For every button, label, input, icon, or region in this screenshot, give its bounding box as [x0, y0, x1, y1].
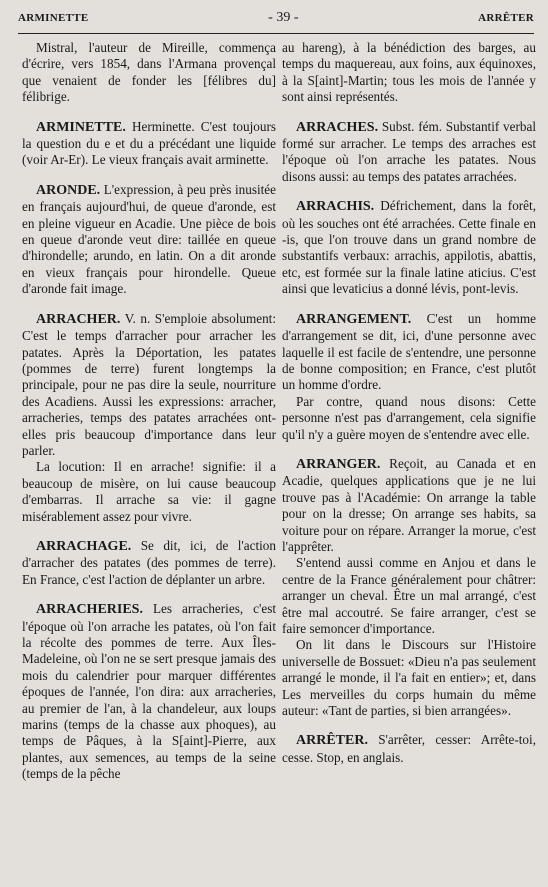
headword: ARONDE. — [36, 182, 101, 198]
page-header — [18, 10, 534, 32]
entry-arrangement: ARRANGEMENT. C'est un homme d'arrangement se dit, ici, d'une personne avec laquelle il est facile de s'entendre, une personne de bonne composition; en France, c'est plutôt un homme d'ordre. — [282, 310, 536, 393]
continuation-paragraph: au hareng), à la bénédiction des barges, au temps du maquereau, aux foins, aux équinoxes, à la S[aint]-Martin; tous les mois de l'année y sont ainsi représentés. — [282, 40, 536, 105]
headword: ARRACHER. — [36, 311, 121, 327]
headword: ARRANGER. — [296, 456, 381, 472]
headword: ARRACHES. — [296, 119, 379, 135]
header-rule — [18, 33, 534, 34]
entry-arminette: ARMINETTE. Herminette. C'est toujours la question du e et du a précédant une liquide (voir Ar-Er). Le vieux français avait arminette. — [22, 118, 276, 168]
entry-aronde: ARONDE. L'expression, à peu près inusitée en français aujourd'hui, de queue d'aronde, est en pleine vigueur en Acadie. Une pièce de bois en queue d'aronde veut dire: taillée en queue d'hirondelle; arundo, en latin. On a dit aronde en vieux français pour hirondelle. Queue d'aronde fait image. — [22, 181, 276, 297]
continuation-paragraph: Mistral, l'auteur de Mireille, commença d'écrire, vers 1854, dans l'Armana provençal que venaient de fonder les [félibres du] félibrige. — [22, 40, 276, 105]
entry-arraches: ARRACHES. Subst. fém. Substantif verbal formé sur arracher. Le temps des arraches est l'époque où l'on arrache les patates. Nous disons aussi: au temps des patates arrachées. — [282, 118, 536, 184]
entry-paragraph: S'entend aussi comme en Anjou et dans le centre de la France généralement pour châtrer: arranger un cheval. Être un mal arrangé, c'est être mal accoutré. Se faire arranger, c'est se faire semoncer d'importance. — [282, 555, 536, 636]
headword: ARRACHERIES. — [36, 602, 143, 618]
headword: ARRACHIS. — [296, 199, 375, 215]
right-column — [282, 40, 536, 766]
entry-arrachis: ARRACHIS. Défrichement, dans la forêt, où les souches ont été arrachées. Cette finale en -is, que l'on trouve dans un grand nombre de substantifs verbaux: arrachis, appilotis, abattis, etc, est formée sur la finale latine aticius. C'est ainsi que levaticius a donné lévis, pont-levis. — [282, 198, 536, 297]
headword: ARMINETTE. — [36, 119, 126, 135]
entry-arracher: ARRACHER. V. n. S'emploie absolument: C'est le temps d'arracher pour arracher les patates. Après la Déportation, les patates (pommes de terre) furent longtemps la principale, pour ne pas dire la seule, nourriture des Acadiens. Aussi les expressions: arracher, arracheries, temps des patates arrachées ont-elles pris beaucoup d'importance dans leur parler. — [22, 310, 276, 458]
header-right-guideword: ARRÊTER — [478, 12, 534, 24]
headword: ARRANGEMENT. — [296, 311, 412, 327]
entry-arranger: ARRANGER. Reçoit, au Canada et en Acadie, quelques applications que je ne lui trouve pas à l'Académie: On arrange la table pour on la dresse; On arrange ses habits, sa voiture pour on répare. Arranger la morue, c'est l'apprêter. — [282, 455, 536, 554]
entry-arreter: ARRÊTER. S'arrêter, cesser: Arrête-toi, cesse. Stop, en anglais. — [282, 732, 536, 765]
entry-arracheries: ARRACHERIES. Les arracheries, c'est l'époque où l'on arrache les patates, où l'on fait la récolte des pommes de terre. Aux Îles-Madeleine, où l'on ne se sert presque jamais des mois du calendrier pour marquer différentes époques de l'année, l'on dira: aux arracheries, au premier de l'an, à la chandeleur, aux loups marins (temps de la chasse aux phoques), au temps de Pâques, à la S[aint]-Pierre, aux plantes, aux semences, au temps de la seine (temps de la pêche — [22, 601, 276, 782]
entry-paragraph: La locution: Il en arrache! signifie: il a beaucoup de misère, on lui cause beaucoup d'embarras. Il arrache sa vie: il gagne misérablement assez pour vivre. — [22, 459, 276, 524]
left-column — [22, 40, 276, 783]
headword: ARRÊTER. — [296, 733, 368, 749]
headword: ARRACHAGE. — [36, 538, 132, 554]
entry-paragraph: On lit dans le Discours sur l'Histoire universelle de Bossuet: «Dieu n'a pas seulement arrangé le monde, il l'a fait en entier»; et, dans Les merveilles du corps humain du même auteur: «Tant de parties, si bien arrangées». — [282, 637, 536, 719]
page-number: - 39 - — [268, 10, 299, 25]
entry-arrachage: ARRACHAGE. Se dit, ici, de l'action d'arracher des patates (des pommes de terre). En France, c'est l'action de déplanter un arbre. — [22, 537, 276, 587]
entry-paragraph: Par contre, quand nous disons: Cette personne n'est pas d'arrangement, cela signifie qu'il n'y a guère moyen de s'entendre avec elle. — [282, 393, 536, 442]
header-left-guideword: ARMINETTE — [18, 12, 89, 24]
